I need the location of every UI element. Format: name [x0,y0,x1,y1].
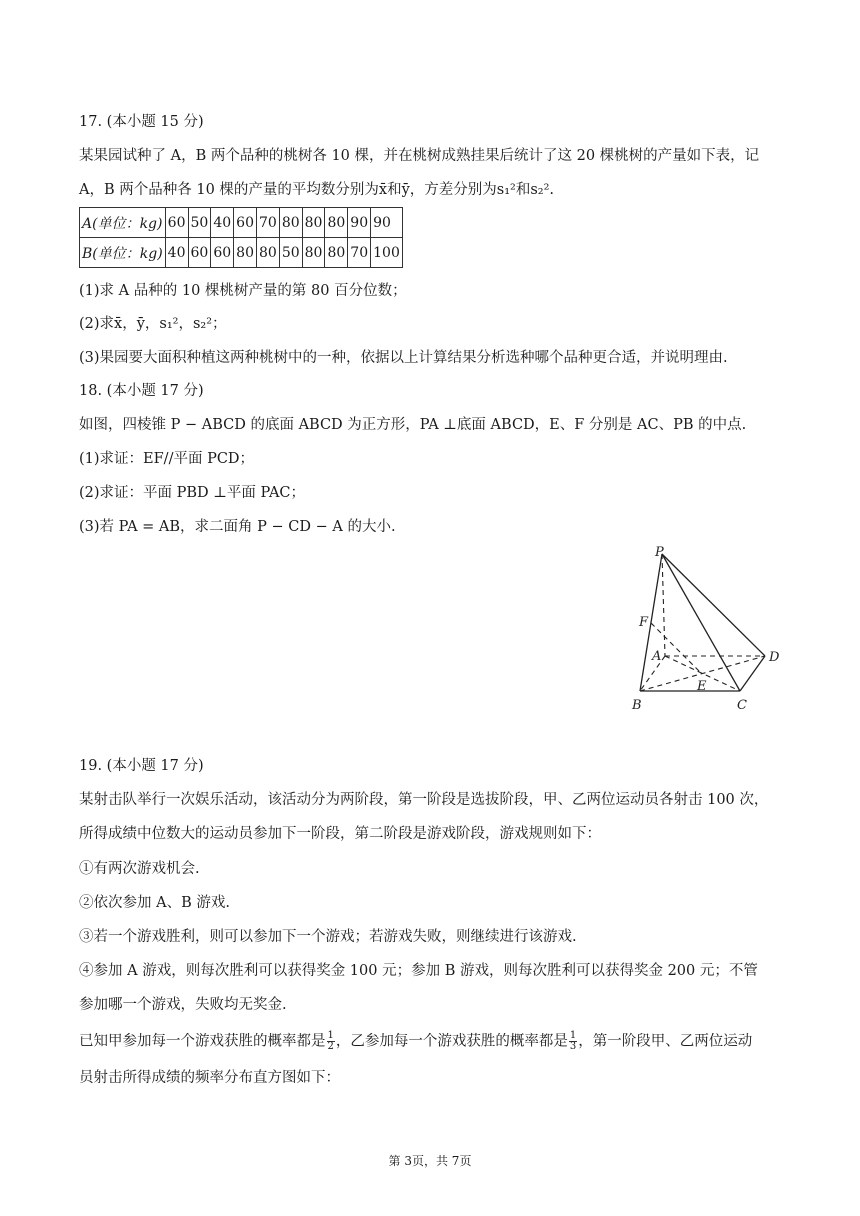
fraction-denominator: 3 [569,1041,577,1052]
table-cell: 40 [211,208,234,238]
table-cell: 60 [188,238,211,268]
label-a: A [652,649,662,664]
edge-cd [740,656,765,691]
q18-part1: (1)求证：EF//平面 PCD； [79,451,255,467]
q19-rule3: ③若一个游戏胜利，则可以参加下一个游戏；若游戏失败，则继续进行该游戏. [79,929,577,945]
q18-intro: 如图，四棱锥 P − ABCD 的底面 ABCD 为正方形，PA ⊥底面 ABCD，E、F 分别是 AC、PB 的中点. [79,417,747,433]
label-c: C [737,698,747,713]
fraction-half [327,1031,335,1052]
q19-intro-line1: 某射击队举行一次娱乐活动，该活动分为两阶段，第一阶段是选拔阶段，甲、乙两位运动员各射击 100 次， [79,792,769,808]
q18-part3: (3)若 PA = AB，求二面角 P − CD − A 的大小. [79,519,396,535]
table-cell: 80 [325,238,348,268]
pyramid-figure [620,538,800,718]
row-label: A(单位：kg) [80,208,166,238]
table-cell: 90 [348,208,371,238]
fraction-numerator: 1 [569,1030,577,1041]
table-cell: 50 [188,208,211,238]
q17-part2: (2)求x̄，ȳ，s₁²，s₂²； [79,316,227,332]
table-cell: 50 [279,238,302,268]
table-row-b [80,238,403,268]
prob-text-b: ，乙参加每一个游戏获胜的概率都是 [335,1033,568,1050]
q19-rule2: ②依次参加 A、B 游戏. [79,895,230,911]
table-cell: 40 [165,238,188,268]
table-cell: 80 [325,208,348,238]
table-cell: 80 [234,238,257,268]
q17-part1: (1)求 A 品种的 10 棵桃树产量的第 80 百分位数； [79,283,407,299]
table-cell: 80 [256,238,279,268]
label-e: E [697,679,707,694]
fraction-denominator: 2 [327,1041,334,1052]
page-footer: 第 3页，共 7页 [388,1154,472,1168]
q19-rule4-line2: 参加哪一个游戏，失败均无奖金. [79,997,287,1013]
q17-title: 17. (本小题 15 分) [79,114,204,130]
label-p: P [655,545,664,560]
edge-pa [662,554,665,656]
q19-rule4-line1: ④参加 A 游戏，则每次胜利可以获得奖金 100 元；参加 B 游戏，则每次胜利可以获得奖金 200 元；不管 [79,963,758,979]
table-cell: 60 [211,238,234,268]
table-cell: 80 [302,208,325,238]
yield-table [79,207,403,268]
q19-probability-line [79,1031,752,1052]
fraction-third [569,1031,577,1052]
label-b: B [632,698,642,713]
q17-part3: (3)果园要大面积种植这两种桃树中的一种，依据以上计算结果分析选种哪个品种更合适，并说明理由. [79,350,728,366]
q19-histogram-intro: 员射击所得成绩的频率分布直方图如下： [79,1070,340,1086]
edge-pc [662,554,740,691]
q18-part2: (2)求证：平面 PBD ⊥平面 PAC； [79,485,306,501]
prob-text-c: ，第一阶段甲、乙两位运动 [578,1033,753,1050]
q18-title: 18. (本小题 17 分) [79,383,204,399]
fraction-numerator: 1 [327,1030,334,1041]
q19-title: 19. (本小题 17 分) [79,758,204,774]
label-d: D [769,650,780,665]
table-cell: 80 [279,208,302,238]
table-cell: 80 [302,238,325,268]
q17-intro-line2: A，B 两个品种各 10 棵的产量的平均数分别为x̄和ȳ，方差分别为s₁²和s₂². [79,182,555,198]
prob-text-a: 已知甲参加每一个游戏获胜的概率都是 [79,1033,326,1050]
table-row-a [80,208,403,238]
q19-rule1: ①有两次游戏机会. [79,861,200,877]
table-cell: 70 [256,208,279,238]
row-label: B(单位：kg) [80,238,166,268]
table-cell: 90 [371,208,403,238]
edge-pd [662,554,765,656]
label-f: F [639,615,649,630]
table-cell: 60 [165,208,188,238]
q19-intro-line2: 所得成绩中位数大的运动员参加下一阶段，第二阶段是游戏阶段，游戏规则如下： [79,826,601,842]
q17-intro-line1: 某果园试种了 A，B 两个品种的桃树各 10 棵，并在桃树成熟挂果后统计了这 20 棵桃树的产量如下表，记 [79,148,760,164]
table-cell: 70 [348,238,371,268]
table-cell: 100 [371,238,403,268]
table-cell: 60 [234,208,257,238]
